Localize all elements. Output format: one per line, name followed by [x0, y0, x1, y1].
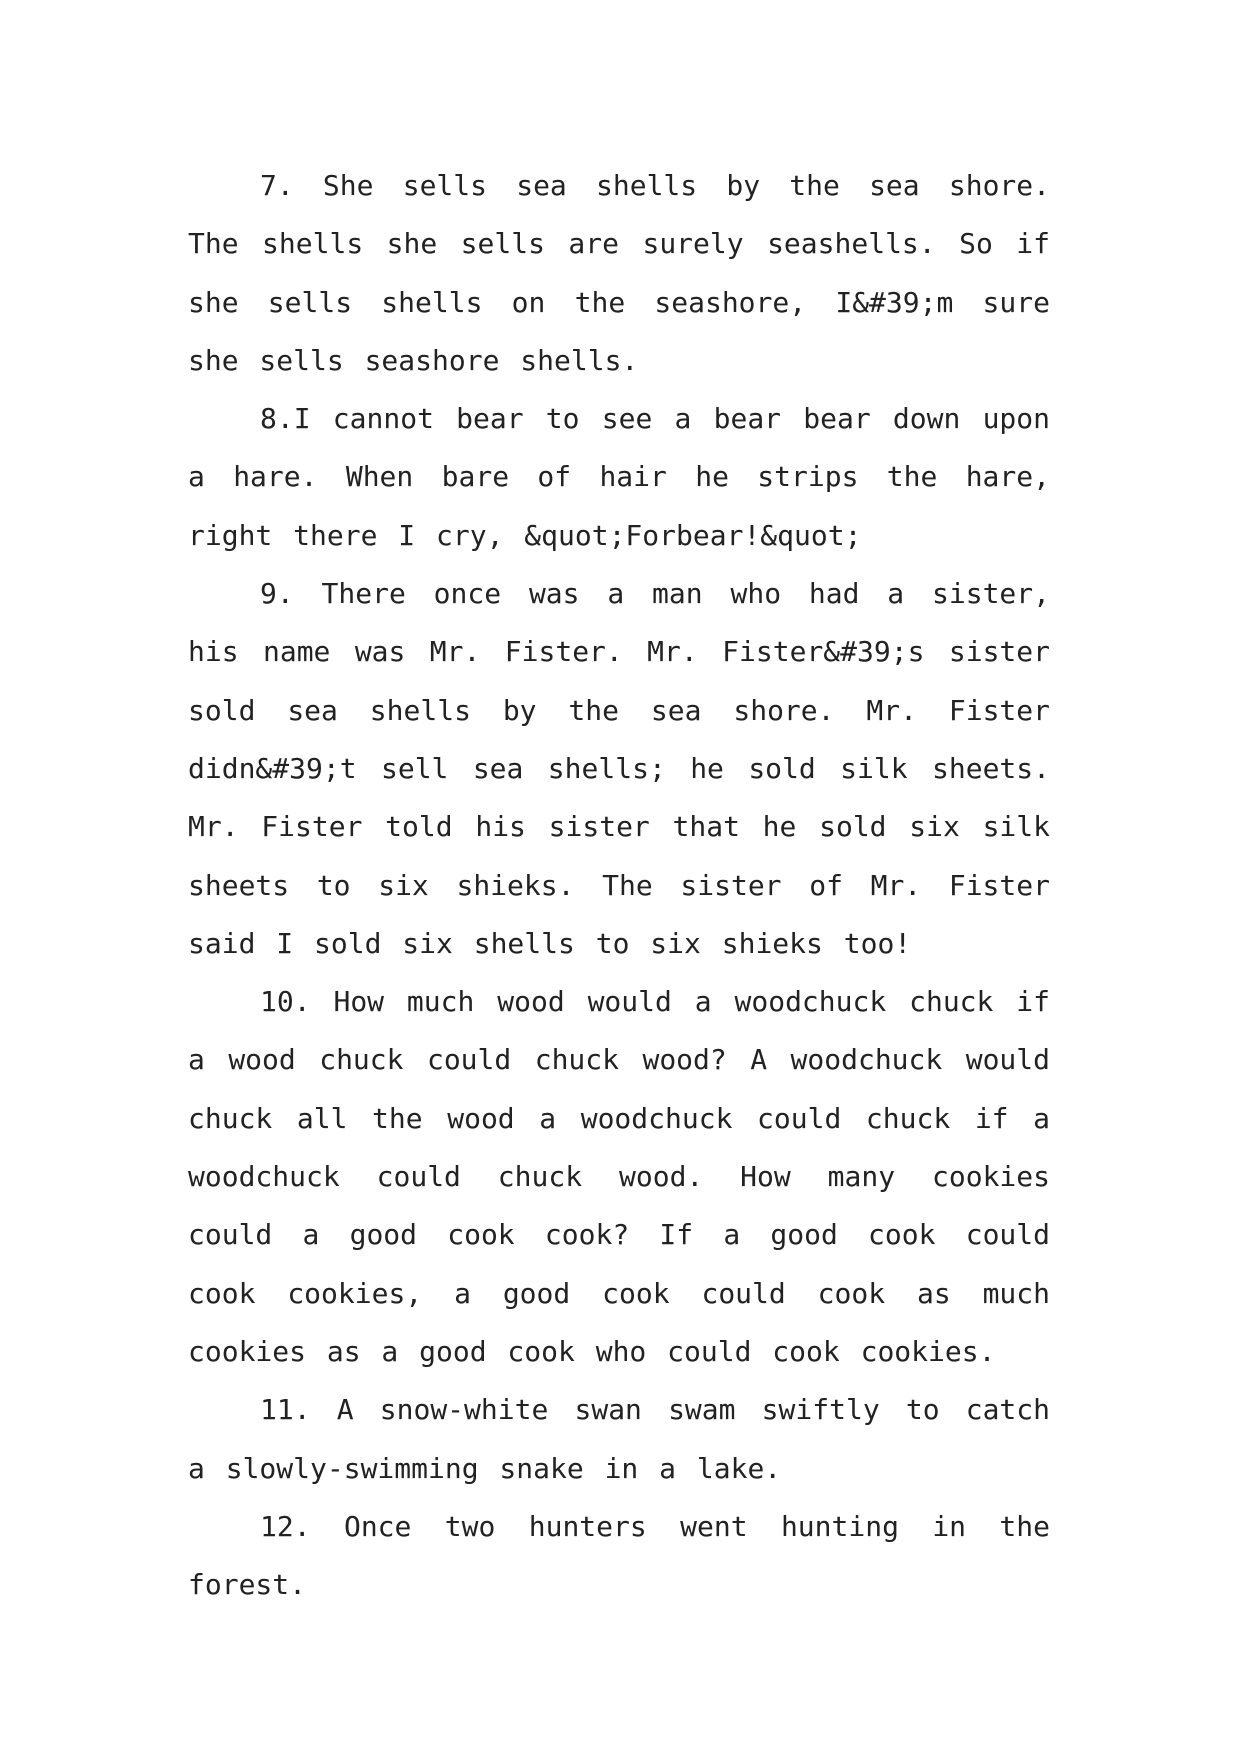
paragraph-12: 12. Once two hunters went hunting in the forest. [188, 1509, 1050, 1602]
paragraph-8: 8.I cannot bear to see a bear bear down upon a hare. When bare of hair he strips the hare, right there I cry, &quot;Forbear!&quot; [188, 402, 1050, 552]
paragraph-9: 9. There once was a man who had a sister, his name was Mr. Fister. Mr. Fister&#39;s sister sold sea shells by the sea shore. Mr. Fister didn&#39;t sell sea shells; he sold silk sheets. Mr. Fister told his sister that he sold six silk sheets to six shieks. The sister of Mr. Fister said I sold six shells to six shieks too! [188, 577, 1050, 960]
document-body [188, 157, 1050, 1614]
paragraph-7: 7. She sells sea shells by the sea shore. The shells she sells are surely seashells. So if she sells shells on the seashore, I&#39;m sure she sells seashore shells. [188, 169, 1050, 377]
paragraph-11: 11. A snow-white swan swam swiftly to catch a slowly-swimming snake in a lake. [188, 1393, 1050, 1485]
paragraph-10: 10. How much wood would a woodchuck chuck if a wood chuck could chuck wood? A woodchuck would chuck all the wood a woodchuck could chuck if a woodchuck could chuck wood. How many cookies could a good cook cook? If a good cook could cook cookies, a good cook could cook as much cookies as a good cook who could cook cookies. [188, 985, 1050, 1368]
